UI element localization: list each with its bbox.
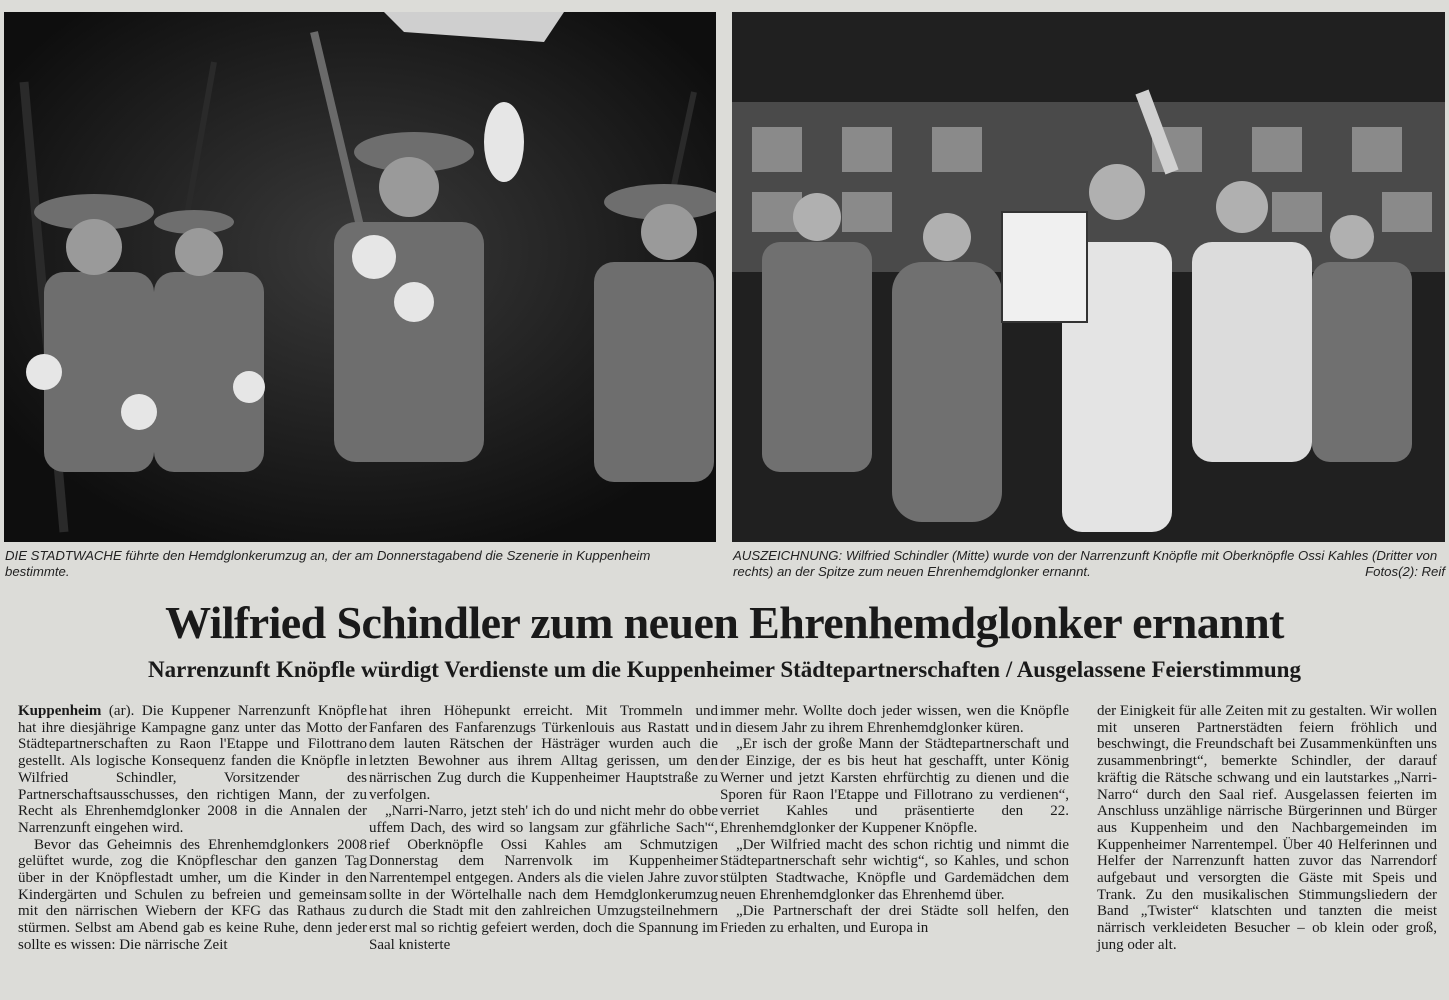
paragraph: „Er isch der große Mann der Städtepartnerschaft und der Einzige, der es bis heut hat geschafft, unter König Werner und jetzt Karsten ehrfürchtig zu dienen und die Sporen für Raon l'Etappe und Fillotrano zu verdienen“, verriet Kahles und präsentierte den 22. Ehrenhemdglonker der Kuppener Knöpfle. [720, 736, 1069, 836]
photo-auszeichnung-image [732, 12, 1445, 542]
paragraph: Bevor das Geheimnis des Ehrenhemdglonkers 2008 gelüftet wurde, zog die Knöpfleschar den ganzen Tag über in der Knöpflestadt umher, um die Kinder in den Kindergärten und Schulen zu befreien und gemeinsam mit den närrischen Wiebern der KFG das Rathaus zu stürmen. Selbst am Abend gab es keine Ruhe, denn jeder sollte es wissen: Die närrische Zeit [18, 836, 367, 953]
photo-caption-right [733, 548, 1445, 580]
article-headline: Wilfried Schindler zum neuen Ehrenhemdglonker ernannt [165, 597, 1284, 648]
article-column-3 [720, 703, 1069, 937]
article-column-2 [369, 703, 718, 954]
caption-lead: AUSZEICHNUNG: [733, 548, 843, 563]
photo-caption-left [5, 548, 715, 580]
paragraph: der Einigkeit für alle Zeiten mit zu gestalten. Wir wollen mit unseren Partnerstädten feiern fröhlich und beschwingt, die Freundschaft bei Zusammenkünften uns zusammenbringt“, bemerkte Schindler, der darauf kräftig die Rätsche schwang und ein lautstarkes „Narri-Narro“ durch den Saal rief. Ausgelassen feierten im Anschluss unzählige närrische Bürgerinnen und Bürger aus Kuppenheim und den Nachbargemeinden im Kuppenheimer Narrentempel. Über 40 Helferinnen und Helfer der Narrenzunft hatten zuvor das Narrendorf aufgebaut und versorgten die Gäste mit Speis und Trank. Zu den musikalischen Stimmungsliedern der Band „Twister“ klatschten und tanzten die meist närrisch verkleideten Besucher – ob klein oder groß, jung oder alt. [1097, 703, 1437, 953]
paragraph: hat ihren Höhepunkt erreicht. Mit Trommeln und Fanfaren des Fanfarenzugs Türkenlouis aus Rastatt und dem lauten Rätschen der Hästräger wurden auch die letzten Bewohner aus ihrem Alltag gerissen, um den närrischen Zug durch die Kuppenheimer Hauptstraße zu verfolgen. [369, 703, 718, 803]
photo-credit: Fotos(2): Reif [1365, 564, 1445, 579]
photo-auszeichnung [732, 12, 1445, 542]
caption-lead: DIE STADTWACHE [5, 548, 122, 563]
photo-stadtwache [4, 12, 716, 542]
article-column-1 [18, 703, 367, 954]
caption-text: führte den Hemdglonkerumzug an, der am Donnerstagabend die Szenerie in Kuppenheim bestimmte. [5, 548, 651, 579]
article-subheadline: Narrenzunft Knöpfle würdigt Verdienste um die Kuppenheimer Städtepartnerschaften / Ausgelassene Feierstimmung [148, 657, 1301, 682]
paragraph [18, 703, 367, 837]
paragraph: „Der Wilfried macht des schon richtig und nimmt die Städtepartnerschaft sehr wichtig“, so Kahles, und schon stülpten Stadtwache, Knöpfle und Gardemädchen dem neuen Ehrenhemdglonker das Ehrenhemd über. [720, 836, 1069, 903]
photo-stadtwache-image [4, 12, 716, 542]
paragraph: „Die Partnerschaft der drei Städte soll helfen, den Frieden zu erhalten, und Europa in [720, 903, 1069, 937]
article-column-4 [1097, 703, 1437, 954]
paragraph-text: (ar). Die Kuppener Narrenzunft Knöpfle hat ihre diesjährige Kampagne ganz unter das Motto der Städtepartnerschaften zu Raon l'Etappe und Filottrano gestellt. Als logische Konsequenz fanden die Knöpfle in Wilfried Schindler, Vorsitzender des Partnerschaftsausschusses, den richtigen Mann, der zu Recht als Ehrenhemdglonker 2008 in die Annalen der Narrenzunft eingehen wird. [18, 703, 367, 836]
paragraph: „Narri-Narro, jetzt steh' ich do und nicht mehr do obbe uffem Dach, des wird so langsam zur gfährliche Sach'“, rief Oberknöpfle Ossi Kahles am Schmutzigen Donnerstag dem Narrenvolk im Kuppenheimer Narrentempel entgegen. Anders als die vielen Jahre zuvor sollte in der Wörtelhalle nach dem Hemdglonkerumzug durch die Stadt mit den zahlreichen Umzugsteilnehmern erst mal so richtig gefeiert werden, doch die Spannung im Saal knisterte [369, 803, 718, 953]
caption-text: Wilfried Schindler (Mitte) wurde von der Narrenzunft Knöpfle mit Oberknöpfle Ossi Kahles (Dritter von rechts) an der Spitze zum neuen Ehrenhemdglonker ernannt. [733, 548, 1438, 579]
paragraph: immer mehr. Wollte doch jeder wissen, wen die Knöpfle in diesem Jahr zu ihrem Ehrenhemdglonker küren. [720, 703, 1069, 736]
dateline: Kuppenheim [18, 703, 102, 719]
